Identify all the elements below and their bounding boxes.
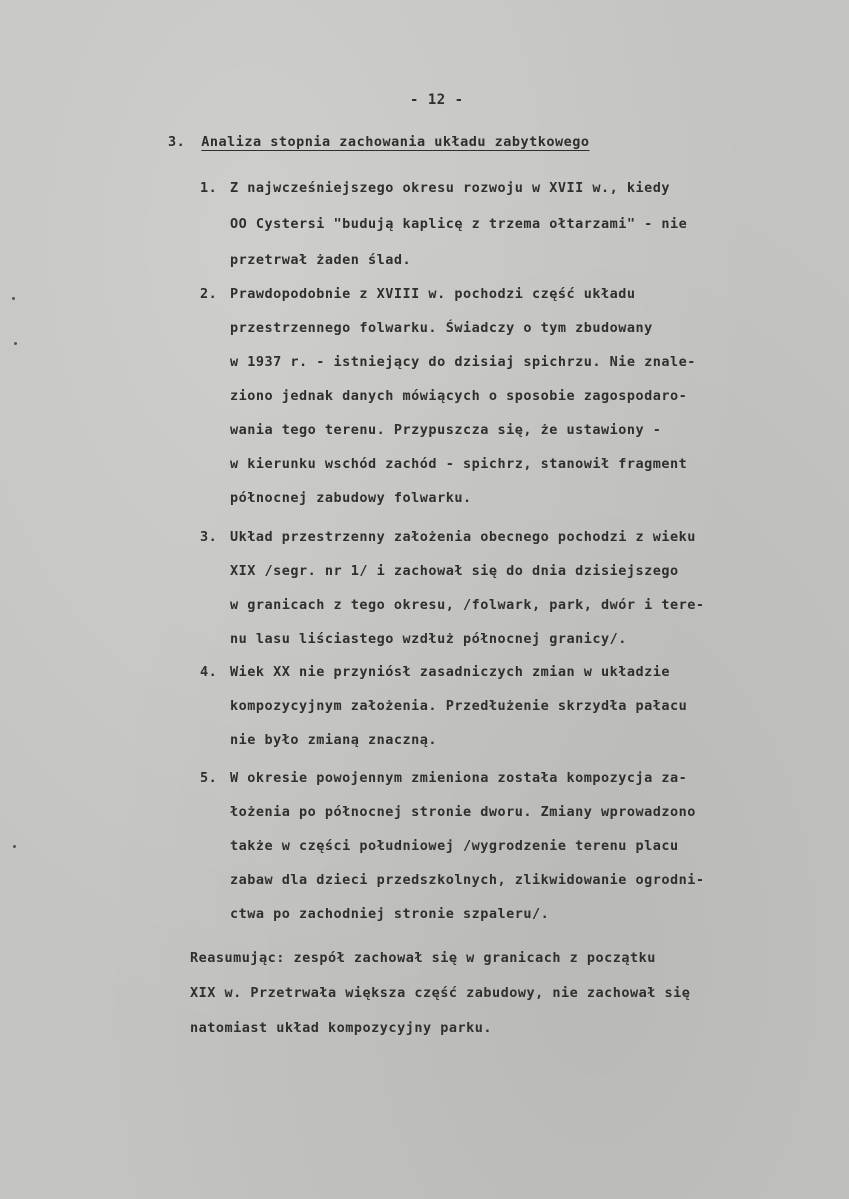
list-item-line: kompozycyjnym założenia. Przedłużenie skrzydła pałacu <box>230 698 688 714</box>
margin-mark <box>12 297 15 300</box>
section-number: 3. <box>168 134 186 150</box>
list-item-line: nu lasu liściastego wzdłuż północnej granicy/. <box>230 631 627 647</box>
list-item-number: 3. <box>200 529 218 545</box>
margin-mark <box>14 342 17 345</box>
summary-line: XIX w. Przetrwała większa część zabudowy, nie zachował się <box>190 985 691 1001</box>
margin-mark <box>13 845 16 848</box>
list-item-line: OO Cystersi "budują kaplicę z trzema ołtarzami" - nie <box>230 216 688 232</box>
list-item-line: w 1937 r. - istniejący do dzisiaj spichrzu. Nie znale- <box>230 354 696 370</box>
list-item-line: Wiek XX nie przyniósł zasadniczych zmian w układzie <box>230 664 671 680</box>
list-item-line: przetrwał żaden ślad. <box>230 252 412 268</box>
list-item-number: 1. <box>200 180 218 196</box>
list-item-line: nie było zmianą znaczną. <box>230 732 438 748</box>
list-item-line: w kierunku wschód zachód - spichrz, stanowił fragment <box>230 456 688 472</box>
list-item-line: Układ przestrzenny założenia obecnego pochodzi z wieku <box>230 529 696 545</box>
list-item-line: także w części południowej /wygrodzenie terenu placu <box>230 838 679 854</box>
list-item-line: przestrzennego folwarku. Świadczy o tym zbudowany <box>230 320 653 336</box>
section-title: Analiza stopnia zachowania układu zabytkowego <box>201 134 590 150</box>
section-heading <box>168 134 590 150</box>
list-item-number: 2. <box>200 286 218 302</box>
list-item-line: wania tego terenu. Przypuszcza się, że ustawiony - <box>230 422 662 438</box>
list-item-line: Prawdopodobnie z XVIII w. pochodzi część układu <box>230 286 636 302</box>
page-number: - 12 - <box>410 92 464 108</box>
list-item-number: 4. <box>200 664 218 680</box>
list-item-line: XIX /segr. nr 1/ i zachował się do dnia dzisiejszego <box>230 563 679 579</box>
list-item-line: w granicach z tego okresu, /folwark, park, dwór i tere- <box>230 597 705 613</box>
summary-line: natomiast układ kompozycyjny parku. <box>190 1020 492 1036</box>
list-item-line: W okresie powojennym zmieniona została kompozycja za- <box>230 770 688 786</box>
list-item-line: łożenia po północnej stronie dworu. Zmiany wprowadzono <box>230 804 696 820</box>
list-item-line: Z najwcześniejszego okresu rozwoju w XVII w., kiedy <box>230 180 671 196</box>
summary-line: Reasumując: zespół zachował się w granicach z początku <box>190 950 656 966</box>
list-item-line: zabaw dla dzieci przedszkolnych, zlikwidowanie ogrodni- <box>230 872 705 888</box>
list-item-number: 5. <box>200 770 218 786</box>
list-item-line: północnej zabudowy folwarku. <box>230 490 472 506</box>
list-item-line: ctwa po zachodniej stronie szpaleru/. <box>230 906 550 922</box>
list-item-line: ziono jednak danych mówiących o sposobie zagospodaro- <box>230 388 688 404</box>
